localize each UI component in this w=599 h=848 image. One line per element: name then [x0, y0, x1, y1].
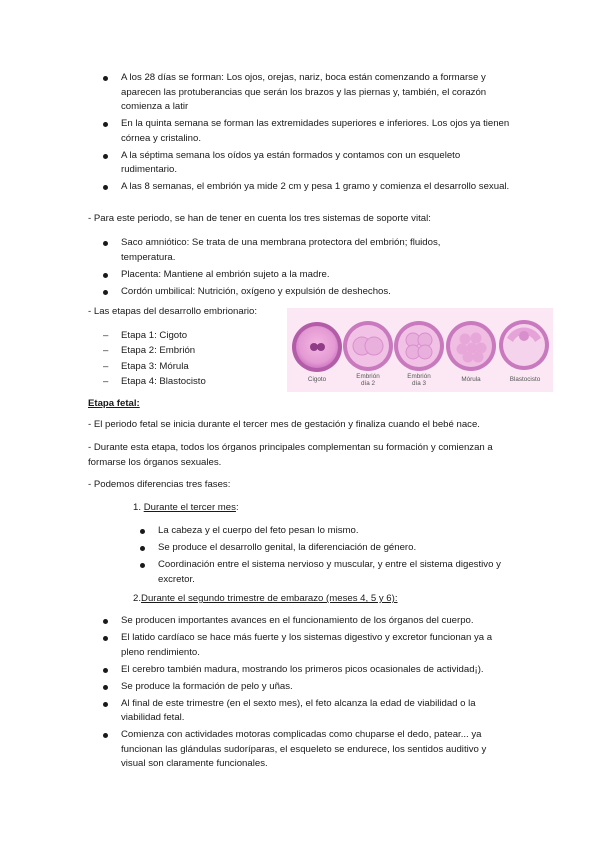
list-item	[158, 558, 523, 587]
list-item	[121, 697, 513, 726]
caption-embryo-day2-sub: día 2	[360, 380, 376, 387]
list-item	[103, 375, 273, 390]
support-systems-list	[121, 236, 496, 302]
morula-icon	[446, 321, 496, 371]
caption-blastocyst: Blastocisto	[509, 376, 541, 383]
phase2-title: Durante el segundo trimestre de embarazo (meses 4, 5 y 6):	[141, 593, 398, 604]
embryo-stages-illustration	[287, 308, 553, 392]
embryo-stages-figure	[287, 308, 553, 392]
list-item	[121, 614, 513, 629]
list-item-text: La cabeza y el cuerpo del feto pesan lo mismo.	[158, 525, 359, 536]
dash-icon: –	[103, 345, 109, 357]
blastocyst-icon	[499, 320, 549, 370]
phase2-number: 2.	[133, 593, 142, 604]
stages-list	[103, 329, 273, 391]
bullet-dot-icon	[140, 529, 145, 534]
phase1-list	[158, 524, 523, 590]
list-item-text: Al final de este trimestre (en el sexto mes), el feto alcanza la edad de viabilidad o la viabilidad fetal.	[121, 697, 476, 724]
phase1-heading	[133, 501, 239, 516]
list-item-text: El latido cardíaco se hace más fuerte y los sistemas digestivo y excretor funcionan ya a pleno rendimiento.	[121, 631, 493, 658]
list-item-text: Comienza con actividades motoras complicadas como chuparse el dedo, patear... ya funcionan las glándulas sudoríparas, el esqueleto se endurece, los sentidos auditivo y visual son claramente funcionales.	[121, 729, 487, 770]
list-item-text: A la séptima semana los oídos ya están formados y contamos con un esqueleto rudimentario.	[121, 149, 461, 176]
phase1-title: Durante el tercer mes	[143, 502, 236, 513]
fetal-stage-heading: Etapa fetal:	[88, 398, 140, 409]
bullet-dot-icon	[103, 76, 108, 81]
caption-embryo-day3-sub: día 3	[411, 380, 427, 387]
list-item	[121, 117, 511, 146]
bullet-dot-icon	[103, 241, 108, 246]
caption-morula: Mórula	[461, 376, 481, 383]
bullet-dot-icon	[140, 563, 145, 568]
phase2-list	[121, 614, 513, 774]
caption-embryo-day2: Embrión	[356, 373, 380, 380]
list-item-text: En la quinta semana se forman las extremidades superiores e inferiores. Los ojos ya tienen córnea y cristalino.	[121, 118, 510, 144]
list-item-text: Se produce la formación de pelo y uñas.	[121, 680, 293, 692]
list-item-text: Se producen importantes avances en el funcionamiento de los órganos del cuerpo.	[121, 615, 474, 626]
list-item	[121, 71, 511, 115]
bullet-dot-icon	[103, 619, 108, 624]
phase1-colon: :	[235, 502, 239, 513]
stage-label: Etapa 1: Cigoto	[121, 330, 188, 341]
bullet-dot-icon	[103, 273, 108, 278]
zygote-icon	[292, 322, 342, 372]
embryo-weeks-list	[121, 71, 511, 197]
list-item-text: Se produce el desarrollo genital, la diferenciación de género.	[158, 541, 417, 553]
bullet-dot-icon	[140, 546, 145, 551]
support-intro: - Para este periodo, se han de tener en cuenta los tres sistemas de soporte vital:	[88, 213, 431, 224]
list-item	[158, 541, 523, 556]
list-item	[121, 728, 513, 772]
list-item	[121, 268, 496, 283]
list-item	[121, 631, 513, 660]
bullet-dot-icon	[103, 702, 108, 707]
embryo-day2-icon	[343, 321, 393, 371]
dash-icon: –	[103, 330, 109, 341]
bullet-dot-icon	[103, 122, 108, 127]
list-item	[121, 180, 511, 195]
list-item	[158, 524, 523, 539]
bullet-dot-icon	[103, 290, 108, 295]
list-item-text: Cordón umbilical: Nutrición, oxígeno y expulsión de deshechos.	[121, 285, 391, 297]
bullet-dot-icon	[103, 733, 108, 738]
list-item-text: El cerebro también madura, mostrando los primeros picos ocasionales de actividad¡).	[121, 663, 484, 675]
list-item	[121, 236, 496, 265]
dash-icon: –	[103, 360, 109, 372]
bullet-dot-icon	[103, 668, 108, 673]
fetal-paragraph-3: - Podemos diferencias tres fases:	[88, 479, 231, 490]
stage-label: Etapa 3: Mórula	[121, 360, 189, 372]
caption-zygote: Cigoto	[307, 376, 327, 383]
dash-icon: –	[103, 376, 109, 388]
list-item	[103, 360, 273, 375]
list-item	[103, 344, 273, 359]
list-item	[121, 663, 513, 678]
bullet-dot-icon	[103, 185, 108, 190]
list-item	[121, 149, 511, 178]
bullet-dot-icon	[103, 685, 108, 690]
stages-intro: - Las etapas del desarrollo embrionario:	[88, 306, 258, 317]
list-item-text: A los 28 días se forman: Los ojos, orejas, nariz, boca están comenzando a formarse y aparecen las protuberancias que serán los brazos y las piernas y, también, el corazón comienza a latir	[121, 72, 487, 113]
list-item	[121, 285, 496, 300]
list-item-text: Placenta: Mantiene al embrión sujeto a la madre.	[121, 268, 330, 280]
list-item-text: Coordinación entre el sistema nervioso y muscular, y entre el sistema digestivo y excretor.	[158, 558, 501, 585]
stage-label: Etapa 2: Embrión	[121, 345, 196, 357]
list-item-text: A las 8 semanas, el embrión ya mide 2 cm y pesa 1 gramo y comienza el desarrollo sexual.	[121, 181, 510, 193]
list-item-text: Saco amniótico: Se trata de una membrana protectora del embrión; fluidos, temperatura.	[121, 237, 441, 263]
stage-label: Etapa 4: Blastocisto	[121, 376, 206, 388]
bullet-dot-icon	[103, 636, 108, 641]
phase2-heading	[133, 592, 398, 607]
embryo-day3-icon	[394, 321, 444, 371]
fetal-paragraph-1: - El periodo fetal se inicia durante el tercer mes de gestación y finaliza cuando el bebé nace.	[88, 419, 480, 430]
caption-embryo-day3: Embrión	[407, 373, 431, 380]
list-item	[121, 680, 513, 695]
list-item	[103, 329, 273, 344]
fetal-paragraph-2: - Durante esta etapa, todos los órganos principales complementan su formación y comienzan a formarse los órganos sexuales.	[88, 442, 493, 468]
phase1-number: 1.	[133, 502, 142, 513]
bullet-dot-icon	[103, 154, 108, 159]
